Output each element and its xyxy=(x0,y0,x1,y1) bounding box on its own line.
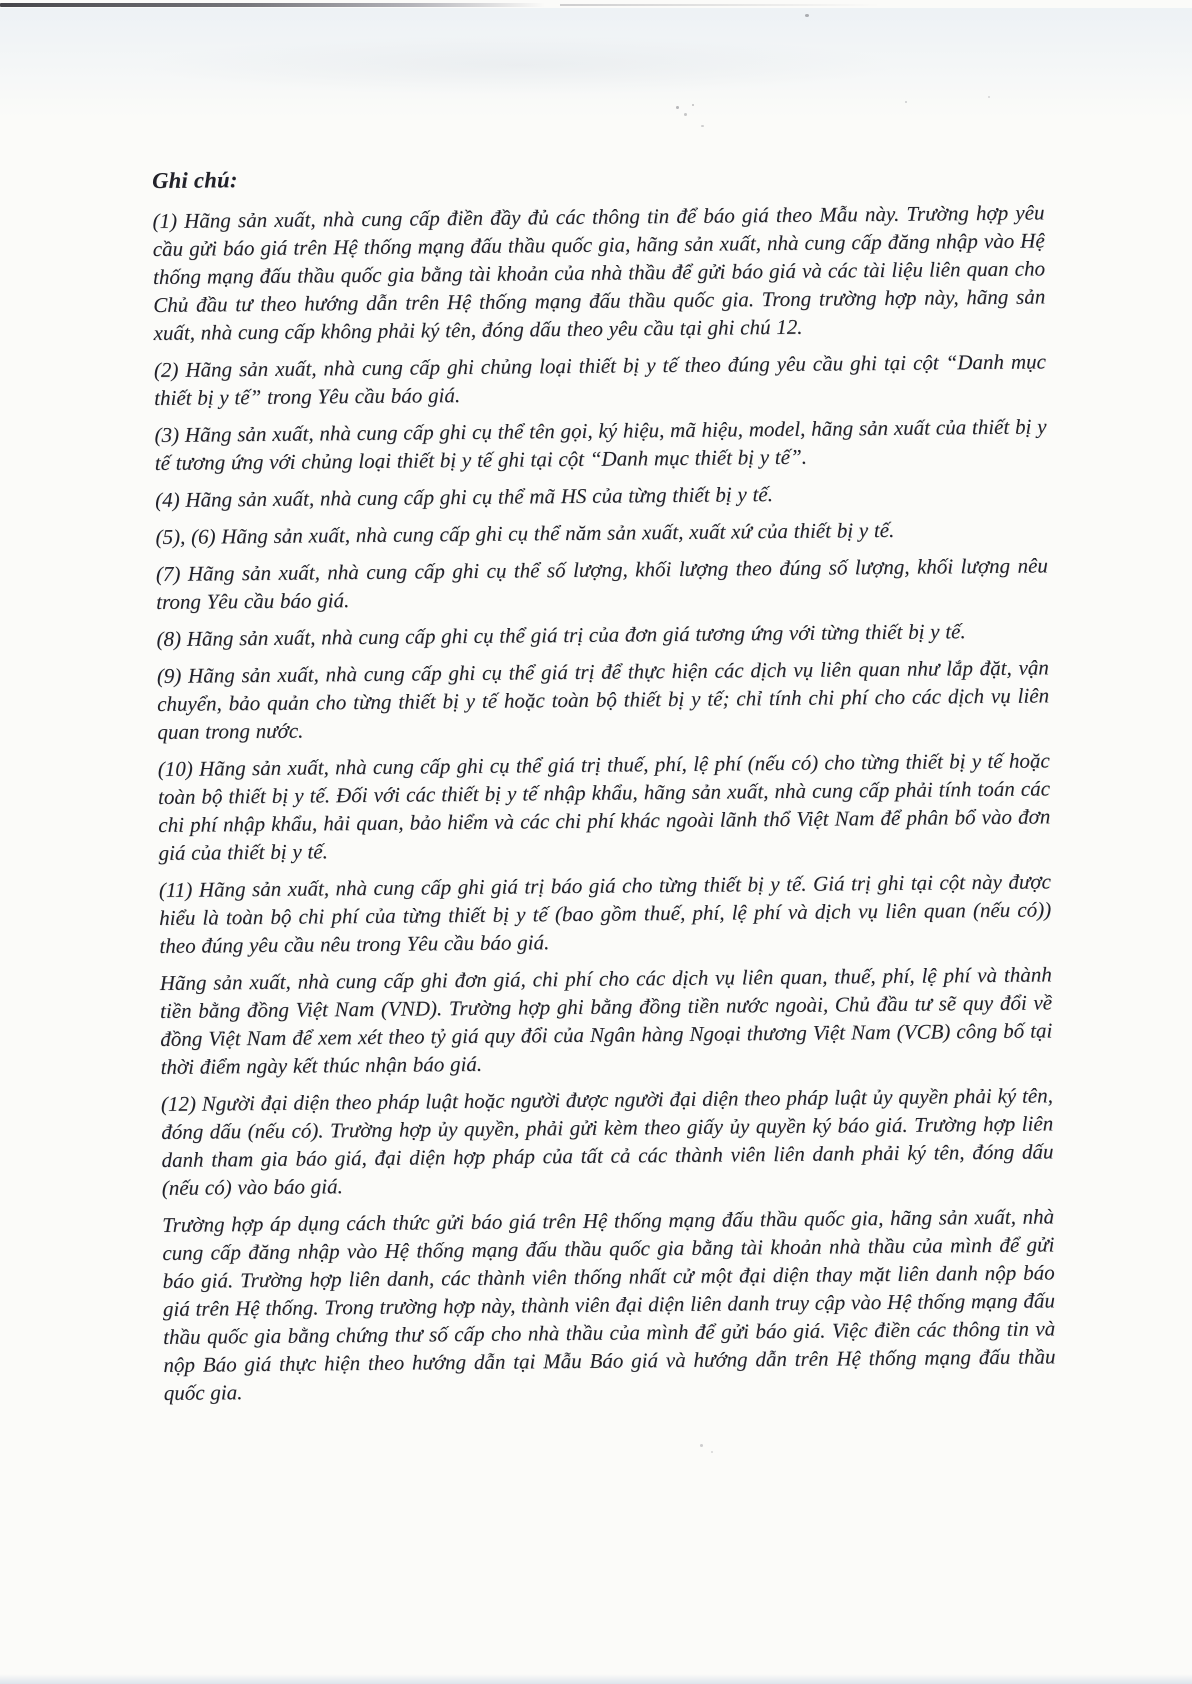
note-12: (12) Người đại diện theo pháp luật hoặc người được người đại diện theo pháp luật ủy quyền phải ký tên, đóng dấu (nếu có). Trường hợp ủy quyền, phải gửi kèm theo giấy ủy quyền ký báo giá. Trường hợp liên danh tham gia báo giá, đại diện hợp pháp của tất cả các thành viên liên danh phải ký tên, đóng dấu (nếu có) vào báo giá. xyxy=(160,1083,1054,1200)
note-10: (10) Hãng sản xuất, nhà cung cấp ghi cụ thể giá trị thuế, phí, lệ phí (nếu có) cho từng thiết bị y tế hoặc toàn bộ thiết bị y tế. Đối với các thiết bị y tế nhập khẩu, hãng sản xuất, nhà cung cấp phải tính toán các chi phí nhập khẩu, hải quan, bảo hiểm và các chi phí khác ngoài lãnh thổ Việt Nam để phân bổ vào đơn giá của thiết bị y tế. xyxy=(157,748,1051,865)
scan-tint-bottom xyxy=(0,1674,1192,1684)
note-7: (7) Hãng sản xuất, nhà cung cấp ghi cụ thể số lượng, khối lượng theo đúng số lượng, khối lượng nêu trong Yêu cầu báo giá. xyxy=(155,553,1048,614)
scan-smudge xyxy=(140,35,900,95)
note-online-submission: Trường hợp áp dụng cách thức gửi báo giá trên Hệ thống mạng đấu thầu quốc gia, hãng sản xuất, nhà cung cấp đăng nhập vào Hệ thống mạng đấu thầu quốc gia bằng tài khoản nhà thầu của mình để gửi báo giá. Trường hợp liên danh, các thành viên thống nhất cử một đại diện thay mặt liên danh nộp báo giá trên Hệ thống. Trong trường hợp này, thành viên đại diện liên danh truy cập vào Hệ thống mạng đấu thầu quốc gia bằng chứng thư số cấp cho nhà thầu của mình để gửi báo giá. Việc điền các thông tin và nộp Báo giá thực hiện theo hướng dẫn tại Mẫu Báo giá và hướng dẫn trên Hệ thống mạng đấu thầu quốc gia. xyxy=(162,1204,1056,1405)
note-3: (3) Hãng sản xuất, nhà cung cấp ghi cụ thể tên gọi, ký hiệu, mã hiệu, model, hãng sản xuất của thiết bị y tế tương ứng với chủng loại thiết bị y tế ghi tại cột “Danh mục thiết bị y tế”. xyxy=(154,414,1047,475)
note-8: (8) Hãng sản xuất, nhà cung cấp ghi cụ thể giá trị của đơn giá tương ứng với từng thiết bị y tế. xyxy=(156,619,966,651)
scan-speck xyxy=(684,113,687,116)
note-11: (11) Hãng sản xuất, nhà cung cấp ghi giá trị báo giá cho từng thiết bị y tế. Giá trị ghi tại cột này được hiểu là toàn bộ chi phí của từng thiết bị y tế (bao gồm thuế, phí, lệ phí và dịch vụ liên quan (nếu có)) theo đúng yêu cầu nêu trong Yêu cầu báo giá. xyxy=(158,869,1052,958)
scan-speck xyxy=(701,125,704,127)
scan-speck xyxy=(988,96,990,98)
scan-speck xyxy=(676,106,679,109)
scan-tint-top xyxy=(0,8,1192,118)
note-9: (9) Hãng sản xuất, nhà cung cấp ghi cụ thể giá trị để thực hiện các dịch vụ liên quan như lắp đặt, vận chuyển, bảo quản cho từng thiết bị y tế hoặc toàn bộ thiết bị y tế; chỉ tính chi phí cho các dịch vụ liên quan trong nước. xyxy=(156,655,1050,744)
scan-speck xyxy=(905,101,907,103)
scan-speck xyxy=(711,1451,713,1453)
section-title: Ghi chú: xyxy=(152,167,238,193)
scan-edge-line-faint xyxy=(560,4,880,6)
note-1: (1) Hãng sản xuất, nhà cung cấp điền đầy đủ các thông tin để báo giá theo Mẫu này. Trường hợp yêu cầu gửi báo giá trên Hệ thống mạng đấu thầu quốc gia, hãng sản xuất, nhà cung cấp đăng nhập vào Hệ thống mạng đấu thầu quốc gia bằng tài khoản của nhà thầu để gửi báo giá và các tài liệu liên quan cho Chủ đầu tư theo hướng dẫn trên Hệ thống mạng đấu thầu quốc gia. Trong trường hợp này, hãng sản xuất, nhà cung cấp không phải ký tên, đóng dấu theo yêu cầu tại ghi chú 12. xyxy=(152,200,1046,345)
note-4: (4) Hãng sản xuất, nhà cung cấp ghi cụ thể mã HS của từng thiết bị y tế. xyxy=(155,482,774,512)
note-2: (2) Hãng sản xuất, nhà cung cấp ghi chủng loại thiết bị y tế theo đúng yêu cầu ghi tại cột “Danh mục thiết bị y tế” trong Yêu cầu báo giá. xyxy=(153,349,1047,410)
scan-edge-line xyxy=(0,3,545,7)
scan-speck xyxy=(805,14,809,17)
notes-section xyxy=(152,159,1056,1416)
note-currency: Hãng sản xuất, nhà cung cấp ghi đơn giá, chi phí cho các dịch vụ liên quan, thuế, phí, lệ phí và thành tiền bằng đồng Việt Nam (VND). Trường hợp ghi bằng đồng tiền nước ngoài, Chủ đầu tư sẽ quy đổi về đồng Việt Nam để xem xét theo tỷ giá quy đổi của Ngân hàng Ngoại thương Việt Nam (VCB) công bố tại thời điểm ngày kết thúc nhận báo giá. xyxy=(159,962,1053,1079)
note-5-6: (5), (6) Hãng sản xuất, nhà cung cấp ghi cụ thể năm sản xuất, xuất xứ của thiết bị y tế. xyxy=(155,517,895,549)
scan-speck xyxy=(692,104,694,106)
scan-speck xyxy=(700,1444,703,1447)
